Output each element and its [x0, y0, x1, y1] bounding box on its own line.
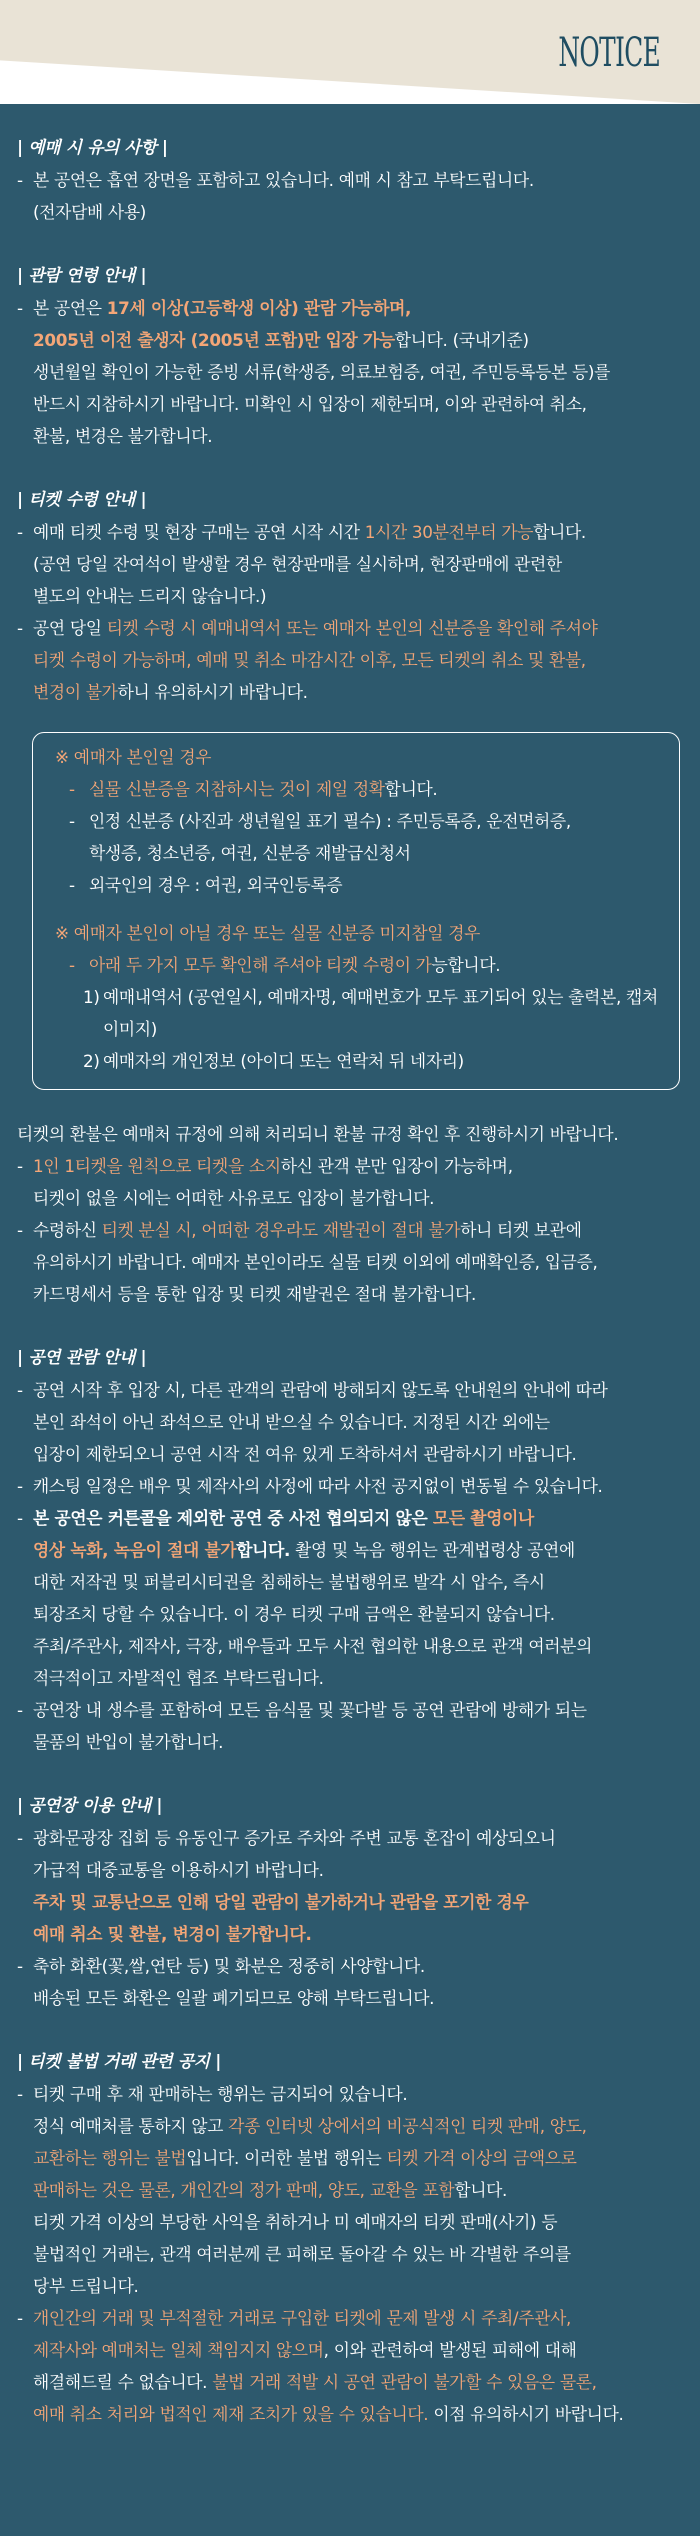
text-line: [33, 2110, 687, 2142]
highlight-text: - 개인간의 거래 및 부적절한 거래로 구입한 티켓에 문제 발생 시 주최/주관사,: [33, 2308, 572, 2328]
text-line: - 공연 시작 후 입장 시, 다른 관객의 관람에 방해되지 않도록 안내원의 안내에 따라: [33, 1380, 608, 1400]
section-title: | 공연 관람 안내 |: [17, 1347, 147, 1367]
text-line: 유의하시기 바랍니다. 예매자 본인이라도 실물 티켓 이외에 예매확인증, 입금증,: [33, 1252, 598, 1272]
text-span: 하니 유의하시기 바랍니다.: [117, 682, 308, 702]
highlight-text: 모든 촬영이나: [432, 1508, 534, 1528]
text-line: 환불, 변경은 불가합니다.: [33, 426, 213, 446]
text-line: - 축하 화환(꽃,쌀,연탄 등) 및 화분은 정중히 사양합니다.: [33, 1956, 425, 1976]
bold-text: 합니다.: [236, 1540, 291, 1560]
item-number: 1): [83, 987, 100, 1007]
text-line: 가급적 대중교통을 이용하시기 바랍니다.: [33, 1860, 324, 1880]
text-line: (공연 당일 잔여석이 발생할 경우 현장판매를 실시하며, 현장판매에 관련한: [33, 554, 562, 574]
highlight-text: 영상 녹화, 녹음이 절대 불가: [33, 1540, 237, 1560]
notice-content: [17, 130, 687, 2460]
list-item: [17, 292, 687, 452]
text-line: - 광화문광장 집회 등 유동인구 증가로 주차와 주변 교통 혼잡이 예상되오니: [33, 1828, 556, 1848]
text-line: - 캐스팅 일정은 배우 및 제작사의 사정에 따라 사전 공지없이 변동될 수 있습니다.: [33, 1476, 603, 1496]
text-span: , 이와 관련하여 발생된 피해에 대해: [323, 2340, 577, 2360]
text-line: [33, 1214, 687, 1246]
text-line: - 본 공연은 흡연 장면을 포함하고 있습니다. 예매 시 참고 부탁드립니다.: [33, 170, 534, 190]
text-line: 학생증, 청소년증, 여권, 신분증 재발급신청서: [89, 843, 411, 863]
text-span: 합니다. (국내기준): [394, 330, 529, 350]
text-line: - 공연장 내 생수를 포함하여 모든 음식물 및 꽃다발 등 공연 관람에 방해가 되는: [33, 1700, 587, 1720]
text-line: [33, 2334, 687, 2366]
text-line: 카드명세서 등을 통한 입장 및 티켓 재발권은 절대 불가합니다.: [33, 1284, 477, 1304]
text-line: [33, 2142, 687, 2174]
text-span: 이점 유의하시기 바랍니다.: [428, 2404, 624, 2424]
list-item: [17, 2302, 687, 2430]
highlight-text: 판매하는 것은 물론, 개인간의 정가 판매, 양도, 교환을 포함: [33, 2180, 455, 2200]
text-line: [33, 2366, 687, 2398]
text-line: - 인정 신분증 (사진과 생년월일 표기 필수) : 주민등록증, 운전면허증,: [89, 811, 571, 831]
highlight-text: 1시간 30분전부터 가능: [364, 522, 534, 542]
text-line: - 티켓 구매 후 재 판매하는 행위는 금지되어 있습니다.: [33, 2084, 408, 2104]
text-span: 합니다.: [454, 2180, 508, 2200]
list-item: [17, 1150, 687, 1214]
highlight-text: 실물 신분증을 지참하시는 것이 제일 정확: [89, 779, 385, 799]
section-title: | 관람 연령 안내 |: [17, 265, 147, 285]
text-line: 퇴장조치 당할 수 있습니다. 이 경우 티켓 구매 금액은 환불되지 않습니다.: [33, 1604, 555, 1624]
text-span: 입니다. 이러한 불법 행위는: [186, 2148, 387, 2168]
text-line: [33, 1502, 687, 1534]
text-line: 당부 드립니다.: [33, 2276, 139, 2296]
text-span: 하신 관객 분만 입장이 가능하며,: [280, 1156, 513, 1176]
highlight-text: 주차 및 교통난으로 인해 당일 관람이 불가하거나 관람을 포기한 경우: [33, 1892, 529, 1912]
list-item: [17, 1374, 687, 1470]
list-item: [17, 612, 687, 708]
box-item: [55, 869, 659, 901]
highlight-text: 티켓 분실 시, 어떠한 경우라도 재발권이 절대 불가: [101, 1220, 461, 1240]
section-title: | 예매 시 유의 사항 |: [17, 137, 168, 157]
text-line: 별도의 안내는 드리지 않습니다.): [33, 586, 267, 606]
highlight-text: 교환하는 행위는 불법: [33, 2148, 187, 2168]
notice-title: NOTICE: [558, 30, 660, 76]
text-line: 본인 좌석이 아닌 좌석으로 안내 받으실 수 있습니다. 지정된 시간 외에는: [33, 1412, 550, 1432]
bold-text: 본 공연은 커튼콜을 제외한 공연 중 사전 협의되지 않은: [33, 1508, 433, 1528]
text-line: 물품의 반입이 불가합니다.: [33, 1732, 224, 1752]
text-line: [33, 1534, 687, 1566]
section-viewing-guide: [17, 1340, 687, 1758]
section-venue-guide: [17, 1788, 687, 2014]
text-line: 배송된 모든 화환은 일괄 폐기되므로 양해 부탁드립니다.: [33, 1988, 435, 2008]
section-title: | 티켓 불법 거래 관련 공지 |: [17, 2051, 222, 2071]
text-span: 촬영 및 녹음 행위는 관계법령상 공연에: [290, 1540, 575, 1560]
text-line: [33, 1150, 687, 1182]
text-line: (전자담배 사용): [33, 202, 146, 222]
list-item: [17, 1214, 687, 1310]
text-line: 티켓이 없을 시에는 어떠한 사유로도 입장이 불가합니다.: [33, 1188, 435, 1208]
highlight-text: 2005년 이전 출생자 (2005년 포함)만 입장 가능: [33, 330, 395, 350]
list-item: [17, 516, 687, 612]
highlight-text: 아래 두 가지 모두 확인해 주셔야 티켓 수령이 가: [89, 955, 432, 975]
text-span: 공연 당일: [33, 618, 107, 638]
text-span: 예매 티켓 수령 및 현장 구매는 공연 시작 시간: [33, 522, 365, 542]
text-line: [33, 676, 687, 708]
highlight-text: 티켓 수령 시 예매내역서 또는 예매자 본인의 신분증을 확인해 주셔야: [106, 618, 598, 638]
section-age-guide: [17, 258, 687, 452]
text-line: [33, 292, 687, 324]
list-item: [17, 1694, 687, 1758]
text-line: [33, 2174, 687, 2206]
text-span: 합니다.: [384, 779, 438, 799]
text-span: 수령하신: [33, 1220, 102, 1240]
highlight-text: 티켓 수령이 가능하며, 예매 및 취소 마감시간 이후, 모든 티켓의 취소 및 환불,: [33, 650, 586, 670]
text-line: 생년월일 확인이 가능한 증빙 서류(학생증, 의료보험증, 여권, 주민등록등본 등)를: [33, 362, 611, 382]
list-item: [17, 2078, 687, 2302]
text-line: [33, 324, 687, 356]
text-span: 예매내역서 (공연일시, 예매자명, 예매번호가 모두 표기되어 있는 출력본, 캡쳐 이미지): [103, 987, 658, 1039]
highlight-text: 예매 취소 처리와 법적인 제재 조치가 있을 수 있습니다.: [33, 2404, 429, 2424]
section-ticket-pickup: [17, 482, 687, 708]
text-line: [33, 516, 687, 548]
box-heading: ※ 예매자 본인이 아닐 경우 또는 실물 신분증 미지참일 경우: [55, 923, 481, 943]
section-title: | 공연장 이용 안내 |: [17, 1795, 163, 1815]
text-span: 해결해드릴 수 없습니다.: [33, 2372, 213, 2392]
text-line: [33, 612, 687, 644]
highlight-text: 변경이 불가: [33, 682, 118, 702]
text-span: 예매자의 개인정보 (아이디 또는 연락처 뒤 네자리): [103, 1051, 464, 1071]
text-span: 하니 티켓 보관에: [460, 1220, 582, 1240]
list-item: [17, 1470, 687, 1502]
id-verification-box: [32, 732, 680, 1090]
text-line: 티켓 가격 이상의 부당한 사익을 취하거나 미 예매자의 티켓 판매(사기) 등: [33, 2212, 558, 2232]
highlight-text: 각종 인터넷 상에서의 비공식적인 티켓 판매, 양도,: [228, 2116, 587, 2136]
text-span: 능합니다.: [431, 955, 501, 975]
numbered-item: [55, 981, 659, 1045]
box-item: [55, 805, 659, 869]
item-number: 2): [83, 1051, 100, 1071]
highlight-text: 티켓 가격 이상의 금액으로: [386, 2148, 577, 2168]
text-line: 티켓의 환불은 예매처 규정에 의해 처리되니 환불 규정 확인 후 진행하시기 바랍니다.: [17, 1124, 619, 1144]
highlight-text: 1인 1티켓을 원칙으로 티켓을 소지: [33, 1156, 281, 1176]
text-line: 반드시 지참하시기 바랍니다. 미확인 시 입장이 제한되며, 이와 관련하여 취소,: [33, 394, 587, 414]
box-item: [55, 773, 659, 805]
text-line: [33, 2398, 687, 2430]
section-illegal-resale: [17, 2044, 687, 2430]
text-line: 입장이 제한되오니 공연 시작 전 여유 있게 도착하셔서 관람하시기 바랍니다.: [33, 1444, 577, 1464]
highlight-text: 17세 이상(고등학생 이상) 관람 가능하며,: [106, 298, 412, 318]
text-line: 적극적이고 자발적인 협조 부탁드립니다.: [33, 1668, 324, 1688]
list-item: [17, 164, 687, 228]
text-span: 합니다.: [533, 522, 586, 542]
list-item: [17, 1822, 687, 1950]
text-span: 본 공연은: [33, 298, 107, 318]
text-line: 주최/주관사, 제작사, 극장, 배우들과 모두 사전 협의한 내용으로 관객 여러분의: [33, 1636, 592, 1656]
text-line: 불법적인 거래는, 관객 여러분께 큰 피해로 돌아갈 수 있는 바 각별한 주의를: [33, 2244, 571, 2264]
box-heading: ※ 예매자 본인일 경우: [55, 747, 212, 767]
section-refund: [17, 1118, 687, 1310]
text-span: 외국인의 경우 : 여권, 외국인등록증: [89, 875, 343, 895]
section-booking-notes: [17, 130, 687, 228]
list-item: [17, 1502, 687, 1694]
section-title: | 티켓 수령 안내 |: [17, 489, 147, 509]
highlight-text: 예매 취소 및 환불, 변경이 불가합니다.: [33, 1924, 312, 1944]
box-item: [55, 949, 659, 981]
highlight-text: 제작사와 예매처는 일체 책임지지 않으며: [33, 2340, 324, 2360]
list-item: [17, 1950, 687, 2014]
text-line: 대한 저작권 및 퍼블리시티권을 침해하는 불법행위로 발각 시 압수, 즉시: [33, 1572, 545, 1592]
highlight-text: 불법 거래 적발 시 공연 관람이 불가할 수 있음은 물론,: [212, 2372, 597, 2392]
numbered-item: [55, 1045, 659, 1077]
text-span: 정식 예매처를 통하지 않고: [33, 2116, 229, 2136]
